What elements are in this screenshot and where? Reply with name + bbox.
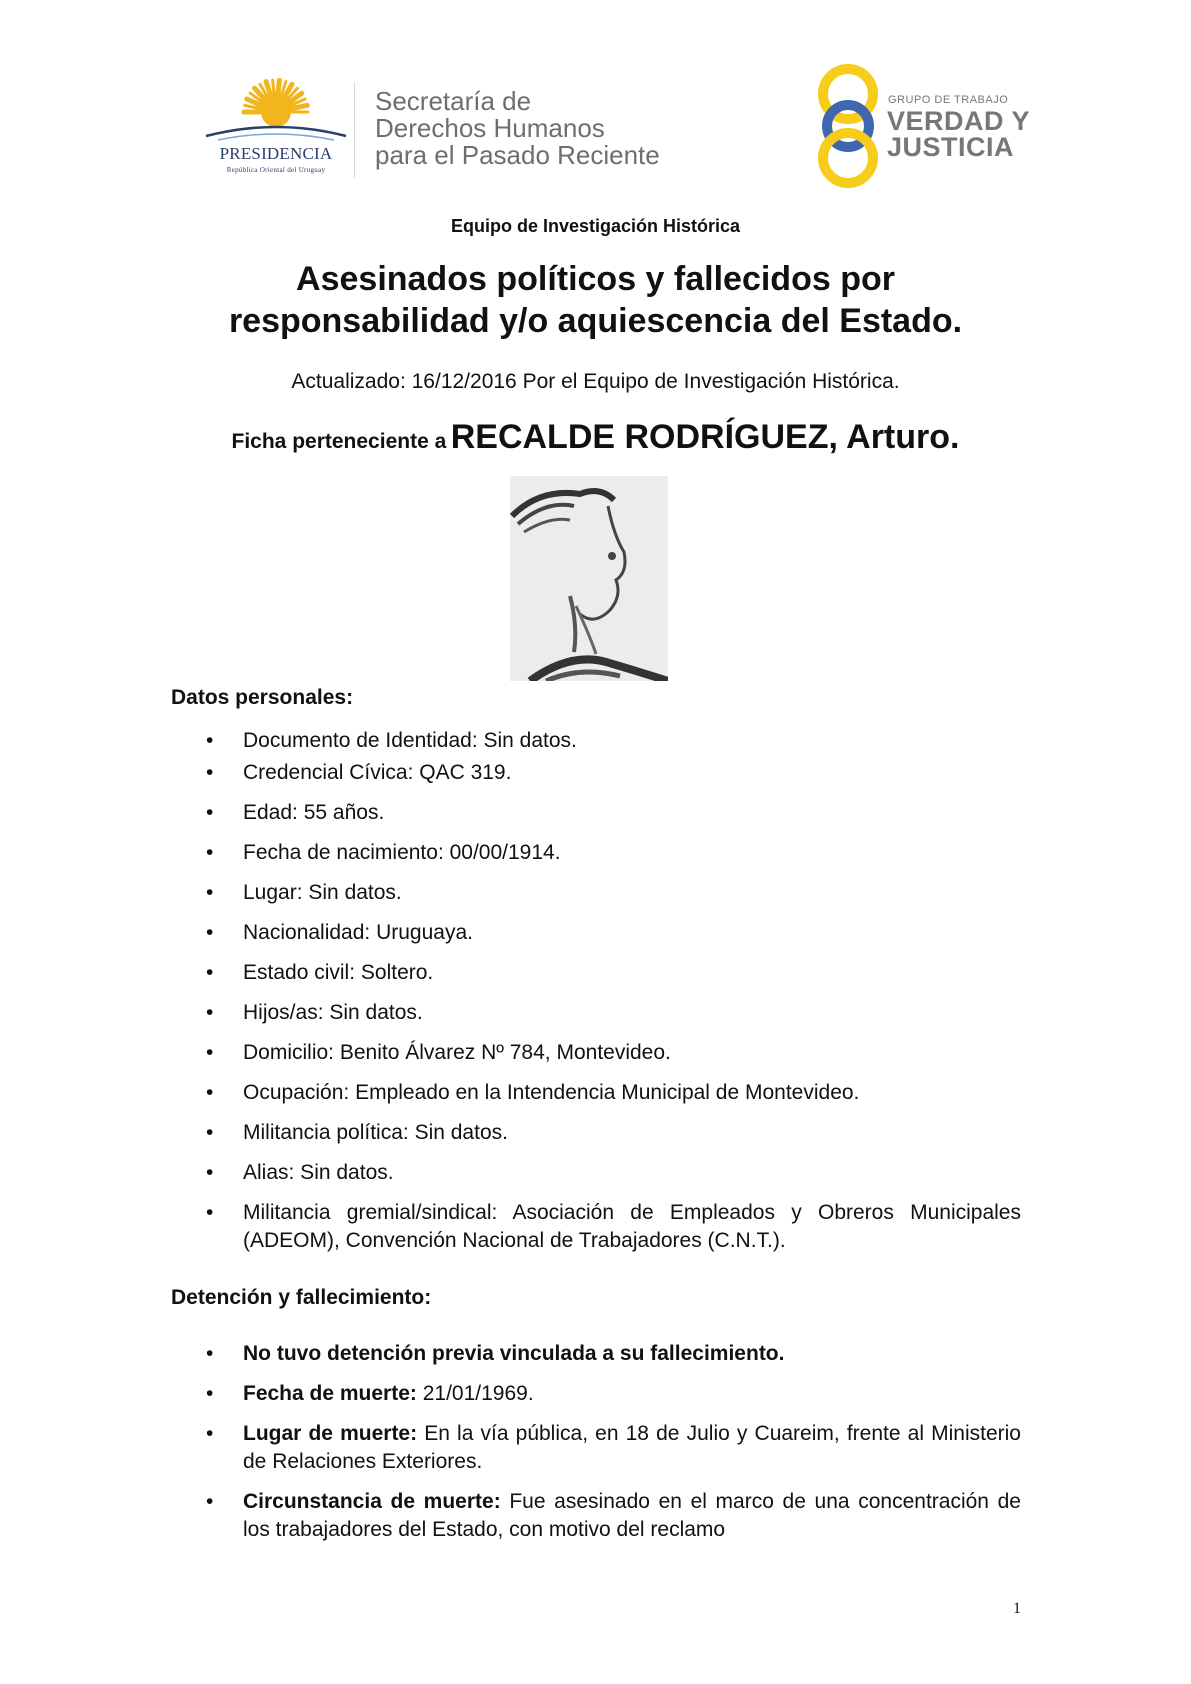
- item-label: No tuvo detención previa vinculada a su fallecimiento.: [243, 1342, 785, 1365]
- ficha-name: RECALDE RODRÍGUEZ, Arturo.: [450, 418, 960, 456]
- secretaria-line-3: para el Pasado Reciente: [375, 140, 660, 170]
- list-item: [171, 1420, 1021, 1476]
- list-item: • Credencial Cívica: QAC 319.: [171, 759, 1021, 787]
- page-title: [0, 258, 1191, 342]
- list-item: • Militancia gremial/sindical: Asociación de Empleados y Obreros Municipales (ADEOM), Convención Nacional de Trabajadores (C.N.T.).: [171, 1199, 1021, 1255]
- portrait-photo: [510, 476, 668, 681]
- detention-heading: Detención y fallecimiento:: [171, 1286, 432, 1309]
- list-item: • Estado civil: Soltero.: [171, 959, 1021, 987]
- item-label: Lugar de muerte:: [243, 1422, 418, 1445]
- list-item: • Nacionalidad: Uruguaya.: [171, 919, 1021, 947]
- list-item: • Hijos/as: Sin datos.: [171, 999, 1021, 1027]
- ficha-prefix: Ficha perteneciente a: [231, 430, 447, 453]
- item-text: Fue asesinado en el marco de una concentración de los trabajadores del Estado, con motivo del reclamo: [243, 1490, 1021, 1541]
- gtvj-small-label: GRUPO DE TRABAJO: [888, 94, 1009, 106]
- item-label: Fecha de muerte:: [243, 1382, 417, 1405]
- list-item: • Documento de Identidad: Sin datos.: [171, 727, 1021, 755]
- secretaria-logo-text: [375, 88, 660, 169]
- header-divider: [354, 82, 355, 178]
- linked-rings-icon: [812, 64, 884, 188]
- list-item: • Militancia política: Sin datos.: [171, 1119, 1021, 1147]
- secretaria-line-1: Secretaría de: [375, 86, 532, 116]
- personal-data-heading: Datos personales:: [171, 686, 354, 709]
- list-item: • Alias: Sin datos.: [171, 1159, 1021, 1187]
- list-item: • Edad: 55 años.: [171, 799, 1021, 827]
- item-label: Circunstancia de muerte:: [243, 1490, 501, 1513]
- personal-data-list: [171, 727, 1021, 1267]
- sun-emblem-icon: [198, 78, 354, 144]
- page-number: 1: [1013, 1600, 1021, 1617]
- updated-line: Actualizado: 16/12/2016 Por el Equipo de Investigación Histórica.: [291, 370, 900, 393]
- presidencia-subtitle: República Oriental del Uruguay: [226, 166, 326, 174]
- presidencia-logo: [198, 78, 354, 178]
- gtvj-label-justicia: JUSTICIA: [887, 132, 1015, 162]
- verdad-justicia-logo: [812, 64, 1031, 188]
- list-item: • Ocupación: Empleado en la Intendencia Municipal de Montevideo.: [171, 1079, 1021, 1107]
- list-item: • Lugar: Sin datos.: [171, 879, 1021, 907]
- list-item: [171, 1340, 1021, 1368]
- ficha-heading: [0, 418, 1191, 457]
- list-item: • Fecha de nacimiento: 00/00/1914.: [171, 839, 1021, 867]
- title-line-1: Asesinados políticos y fallecidos por: [296, 260, 895, 298]
- gtvj-label-verdad: VERDAD Y: [887, 106, 1031, 136]
- detention-list: [171, 1340, 1021, 1556]
- item-text: 21/01/1969.: [416, 1382, 534, 1405]
- secretaria-line-2: Derechos Humanos: [375, 113, 605, 143]
- title-line-2: responsabilidad y/o aquiescencia del Estado.: [228, 302, 963, 340]
- list-item: • Domicilio: Benito Álvarez Nº 784, Montevideo.: [171, 1039, 1021, 1067]
- list-item: [171, 1488, 1021, 1544]
- presidencia-label: PRESIDENCIA: [219, 144, 333, 163]
- list-item: [171, 1380, 1021, 1408]
- item-text: En la vía pública, en 18 de Julio y Cuareim, frente al Ministerio de Relaciones Exteriores.: [243, 1422, 1021, 1473]
- team-heading: Equipo de Investigación Histórica: [450, 216, 741, 236]
